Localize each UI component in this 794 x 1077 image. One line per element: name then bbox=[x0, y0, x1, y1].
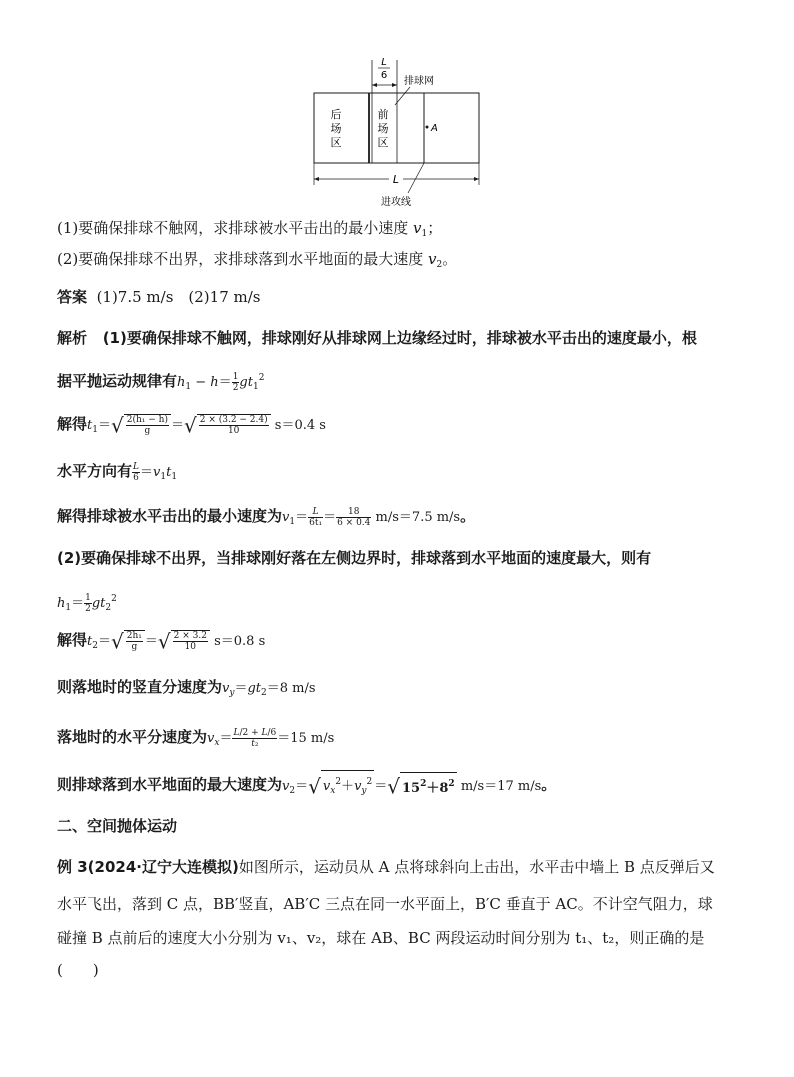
example-label: 例 3 bbox=[57, 858, 88, 876]
fig-label-a: A bbox=[431, 123, 438, 134]
example-source: (2024·辽宁大连模拟) bbox=[87, 858, 239, 876]
h1-eq: $h_1=$ $\frac{1}{2}$ $gt_2^2$ bbox=[57, 593, 117, 614]
example-line-4: ( ) bbox=[57, 961, 99, 979]
fig-label-bottom: L bbox=[392, 173, 400, 186]
analysis-label: 解析 bbox=[57, 329, 88, 347]
answer-label: 答案 bbox=[57, 288, 88, 306]
horizontal-velocity: 落地时的水平分速度为$v_x=$ $\frac{L/2 + L/6}{\text{t₂}}$ ＝15 m/s bbox=[57, 728, 335, 749]
example-line-2: 水平飞出，落到 C 点，BB′竖直，AB′C 三点在同一水平面上，B′C 垂直于 AC。不计空气阻力，球 bbox=[57, 895, 713, 913]
fig-label-front-2: 场 bbox=[377, 122, 389, 135]
fig-label-back-2: 场 bbox=[330, 122, 342, 135]
analysis-para-1a: 解析 (1)要确保排球不触网，排球刚好从排球网上边缘经过时，排球被水平击出的速度最小，根 bbox=[57, 329, 697, 347]
section-title: 二、空间抛体运动 bbox=[57, 817, 178, 835]
question-1: (1)要确保排球不触网，求排球被水平击出的最小速度 $v_1$； bbox=[57, 219, 443, 239]
fig-label-front-1: 前 bbox=[377, 108, 389, 121]
answer-text: (1)7.5 m/s (2)17 m/s bbox=[96, 288, 261, 306]
fig-label-attack: 进攻线 bbox=[381, 197, 411, 208]
fig-label-top-den: 6 bbox=[380, 70, 388, 81]
vertical-velocity: 则落地时的竖直分速度为$v_y=gt_2=8$ m/s bbox=[57, 678, 316, 698]
question-2: (2)要确保排球不出界，求排球落到水平地面的最大速度 $v_2$。 bbox=[57, 250, 458, 270]
answer-line bbox=[57, 286, 261, 308]
solve-t2: 解得$t_2=√$ $\frac{\text{2h₁}}{g}$ ＝√ $\frac{2 \times 3.2}{10}$ s＝0.8 s bbox=[57, 629, 266, 654]
horizontal-eq: 水平方向有 $\frac{L}{6}$ $=v_1t_1$ bbox=[57, 462, 178, 483]
example-line-1: 例 3(2024·辽宁大连模拟)如图所示，运动员从 A 点将球斜向上击出，水平击中墙上 B 点反弹后又 bbox=[57, 858, 715, 876]
fig-label-net: 排球网 bbox=[404, 76, 434, 87]
fig-label-front-3: 区 bbox=[377, 136, 389, 149]
solve-t1: 解得$t_1=√$ $\frac{\text{2(h₁ − h)}}{g}$ ＝√ $\frac{2 \times (3.2 - 2.4)}{10}$ s＝0.4 s bbox=[57, 413, 326, 438]
min-velocity: 解得排球被水平击出的最小速度为$v_1=$ $\frac{L}{\text{6t₁}}$ ＝ $\frac{18}{6 \times 0.4}$ m/s＝7.5 m/s。 bbox=[57, 507, 476, 528]
analysis-para-1b: 据平抛运动规律有$h_1 - h=$ $\frac{1}{2}$ $gt_1^2$ bbox=[57, 372, 265, 393]
max-velocity: 则排球落到水平地面的最大速度为$v_2=√$ $v_x^2+v_y^2$ ＝√ $15^2+8^2$ m/s＝17 m/s。 bbox=[57, 770, 556, 802]
court-diagram bbox=[300, 55, 500, 210]
fig-label-top: L bbox=[381, 57, 387, 68]
example-line-3: 碰撞 B 点前后的速度大小分别为 v₁、v₂，球在 AB、BC 两段运动时间分别为 t₁、t₂，则正确的是 bbox=[57, 929, 705, 947]
fig-label-back-1: 后 bbox=[330, 108, 342, 121]
fig-label-back-3: 区 bbox=[330, 136, 342, 149]
analysis-para-2: (2)要确保排球不出界，当排球刚好落在左侧边界时，排球落到水平地面的速度最大，则有 bbox=[57, 549, 652, 567]
